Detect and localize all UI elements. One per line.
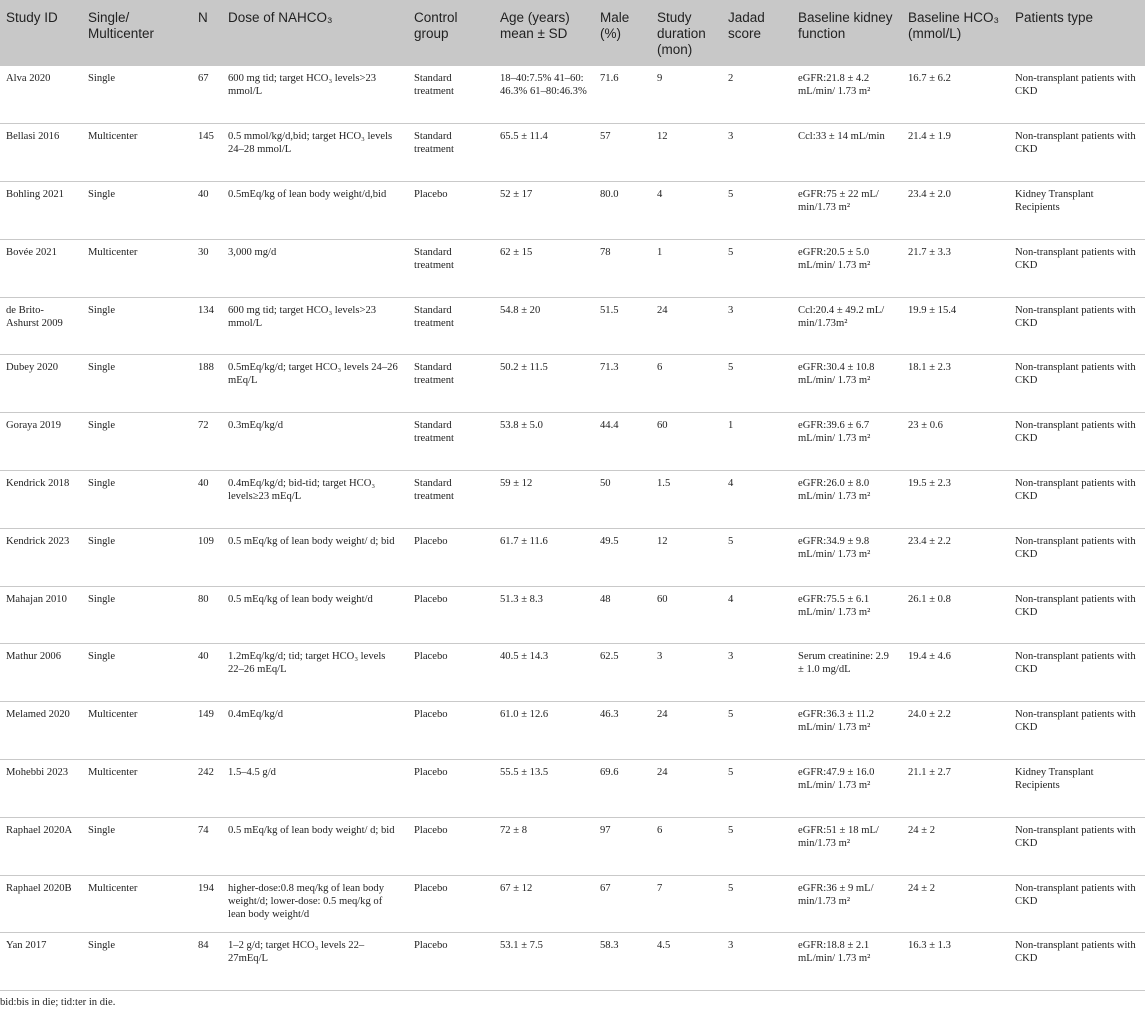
study-id-cell: Alva 2020 — [0, 66, 82, 124]
duration-cell: 6 — [651, 817, 722, 875]
duration-cell: 9 — [651, 66, 722, 124]
dose-cell: 1.5–4.5 g/d — [222, 760, 408, 818]
study-id-cell: Mathur 2006 — [0, 644, 82, 702]
study-id-cell: de Brito-Ashurst 2009 — [0, 297, 82, 355]
n-cell: 145 — [192, 124, 222, 182]
kidney-function-cell: eGFR:34.9 ± 9.8 mL/min/ 1.73 m² — [792, 528, 902, 586]
study-id-cell: Goraya 2019 — [0, 413, 82, 471]
kidney-function-cell: Ccl:33 ± 14 mL/min — [792, 124, 902, 182]
duration-cell: 1 — [651, 239, 722, 297]
n-cell: 109 — [192, 528, 222, 586]
center-type-cell: Single — [82, 528, 192, 586]
kidney-function-cell: eGFR:47.9 ± 16.0 mL/min/ 1.73 m² — [792, 760, 902, 818]
age-cell: 54.8 ± 20 — [494, 297, 594, 355]
table-row — [0, 760, 1145, 818]
hco3-cell: 16.3 ± 1.3 — [902, 933, 1009, 991]
jadad-cell: 5 — [722, 702, 792, 760]
table-row — [0, 355, 1145, 413]
control-group-cell: Standard treatment — [408, 471, 494, 529]
male-cell: 97 — [594, 817, 651, 875]
male-cell: 46.3 — [594, 702, 651, 760]
jadad-cell: 3 — [722, 644, 792, 702]
hco3-cell: 19.4 ± 4.6 — [902, 644, 1009, 702]
table-row — [0, 124, 1145, 182]
table-row — [0, 702, 1145, 760]
male-cell: 50 — [594, 471, 651, 529]
table-row — [0, 817, 1145, 875]
age-cell: 53.1 ± 7.5 — [494, 933, 594, 991]
duration-cell: 60 — [651, 413, 722, 471]
study-id-cell: Bovée 2021 — [0, 239, 82, 297]
hco3-cell: 26.1 ± 0.8 — [902, 586, 1009, 644]
duration-cell: 12 — [651, 124, 722, 182]
kidney-function-cell: eGFR:18.8 ± 2.1 mL/min/ 1.73 m² — [792, 933, 902, 991]
duration-cell: 24 — [651, 760, 722, 818]
center-type-cell: Multicenter — [82, 760, 192, 818]
dose-cell: 1–2 g/d; target HCO₃ levels 22–27mEq/L — [222, 933, 408, 991]
n-cell: 134 — [192, 297, 222, 355]
patients-type-cell: Kidney Transplant Recipients — [1009, 182, 1145, 240]
study-id-cell: Dubey 2020 — [0, 355, 82, 413]
column-header-hco3: Baseline HCO₃ (mmol/L) — [902, 0, 1009, 66]
dose-cell: 600 mg tid; target HCO₃ levels>23 mmol/L — [222, 297, 408, 355]
duration-cell: 12 — [651, 528, 722, 586]
dose-cell: 0.5mEq/kg/d; target HCO₃ levels 24–26 mEq/L — [222, 355, 408, 413]
age-cell: 52 ± 17 — [494, 182, 594, 240]
center-type-cell: Multicenter — [82, 124, 192, 182]
age-cell: 40.5 ± 14.3 — [494, 644, 594, 702]
jadad-cell: 1 — [722, 413, 792, 471]
center-type-cell: Single — [82, 471, 192, 529]
male-cell: 44.4 — [594, 413, 651, 471]
dose-cell: 1.2mEq/kg/d; tid; target HCO₃ levels 22–26 mEq/L — [222, 644, 408, 702]
table-row — [0, 471, 1145, 529]
n-cell: 40 — [192, 644, 222, 702]
hco3-cell: 24 ± 2 — [902, 875, 1009, 933]
dose-cell: 0.5 mmol/kg/d,bid; target HCO₃ levels 24–28 mmol/L — [222, 124, 408, 182]
kidney-function-cell: eGFR:36 ± 9 mL/ min/1.73 m² — [792, 875, 902, 933]
jadad-cell: 5 — [722, 760, 792, 818]
male-cell: 62.5 — [594, 644, 651, 702]
jadad-cell: 3 — [722, 933, 792, 991]
patients-type-cell: Non-transplant patients with CKD — [1009, 702, 1145, 760]
center-type-cell: Single — [82, 413, 192, 471]
patients-type-cell: Non-transplant patients with CKD — [1009, 355, 1145, 413]
n-cell: 40 — [192, 471, 222, 529]
age-cell: 65.5 ± 11.4 — [494, 124, 594, 182]
n-cell: 40 — [192, 182, 222, 240]
table-row — [0, 297, 1145, 355]
center-type-cell: Single — [82, 182, 192, 240]
study-id-cell: Kendrick 2018 — [0, 471, 82, 529]
age-cell: 59 ± 12 — [494, 471, 594, 529]
column-header-kidney-function: Baseline kidney function — [792, 0, 902, 66]
control-group-cell: Placebo — [408, 644, 494, 702]
kidney-function-cell: eGFR:75.5 ± 6.1 mL/min/ 1.73 m² — [792, 586, 902, 644]
study-id-cell: Mahajan 2010 — [0, 586, 82, 644]
dose-cell: higher-dose:0.8 meq/kg of lean body weight/d; lower-dose: 0.5 meq/kg of lean body weight/d — [222, 875, 408, 933]
jadad-cell: 3 — [722, 124, 792, 182]
control-group-cell: Placebo — [408, 702, 494, 760]
jadad-cell: 5 — [722, 817, 792, 875]
hco3-cell: 19.5 ± 2.3 — [902, 471, 1009, 529]
hco3-cell: 18.1 ± 2.3 — [902, 355, 1009, 413]
control-group-cell: Standard treatment — [408, 124, 494, 182]
control-group-cell: Placebo — [408, 760, 494, 818]
center-type-cell: Single — [82, 297, 192, 355]
duration-cell: 4.5 — [651, 933, 722, 991]
center-type-cell: Multicenter — [82, 702, 192, 760]
patients-type-cell: Non-transplant patients with CKD — [1009, 124, 1145, 182]
age-cell: 51.3 ± 8.3 — [494, 586, 594, 644]
n-cell: 188 — [192, 355, 222, 413]
column-header-age: Age (years) mean ± SD — [494, 0, 594, 66]
male-cell: 71.6 — [594, 66, 651, 124]
age-cell: 55.5 ± 13.5 — [494, 760, 594, 818]
column-header-male: Male (%) — [594, 0, 651, 66]
hco3-cell: 21.7 ± 3.3 — [902, 239, 1009, 297]
column-header-control-group: Control group — [408, 0, 494, 66]
patients-type-cell: Non-transplant patients with CKD — [1009, 817, 1145, 875]
male-cell: 71.3 — [594, 355, 651, 413]
kidney-function-cell: eGFR:21.8 ± 4.2 mL/min/ 1.73 m² — [792, 66, 902, 124]
kidney-function-cell: eGFR:30.4 ± 10.8 mL/min/ 1.73 m² — [792, 355, 902, 413]
kidney-function-cell: eGFR:36.3 ± 11.2 mL/min/ 1.73 m² — [792, 702, 902, 760]
jadad-cell: 5 — [722, 528, 792, 586]
hco3-cell: 21.1 ± 2.7 — [902, 760, 1009, 818]
male-cell: 67 — [594, 875, 651, 933]
study-id-cell: Kendrick 2023 — [0, 528, 82, 586]
center-type-cell: Single — [82, 355, 192, 413]
center-type-cell: Multicenter — [82, 875, 192, 933]
male-cell: 49.5 — [594, 528, 651, 586]
column-header-jadad: Jadad score — [722, 0, 792, 66]
dose-cell: 0.5mEq/kg of lean body weight/d,bid — [222, 182, 408, 240]
hco3-cell: 21.4 ± 1.9 — [902, 124, 1009, 182]
study-id-cell: Yan 2017 — [0, 933, 82, 991]
age-cell: 61.7 ± 11.6 — [494, 528, 594, 586]
duration-cell: 3 — [651, 644, 722, 702]
dose-cell: 600 mg tid; target HCO₃ levels>23 mmol/L — [222, 66, 408, 124]
table-row — [0, 875, 1145, 933]
kidney-function-cell: Ccl:20.4 ± 49.2 mL/ min/1.73m² — [792, 297, 902, 355]
age-cell: 67 ± 12 — [494, 875, 594, 933]
table-body — [0, 66, 1145, 991]
jadad-cell: 5 — [722, 239, 792, 297]
jadad-cell: 5 — [722, 875, 792, 933]
male-cell: 58.3 — [594, 933, 651, 991]
patients-type-cell: Non-transplant patients with CKD — [1009, 66, 1145, 124]
control-group-cell: Placebo — [408, 875, 494, 933]
patients-type-cell: Non-transplant patients with CKD — [1009, 413, 1145, 471]
n-cell: 242 — [192, 760, 222, 818]
age-cell: 18–40:7.5% 41–60: 46.3% 61–80:46.3% — [494, 66, 594, 124]
dose-cell: 0.5 mEq/kg of lean body weight/ d; bid — [222, 817, 408, 875]
jadad-cell: 5 — [722, 355, 792, 413]
dose-cell: 3,000 mg/d — [222, 239, 408, 297]
dose-cell: 0.5 mEq/kg of lean body weight/ d; bid — [222, 528, 408, 586]
age-cell: 62 ± 15 — [494, 239, 594, 297]
jadad-cell: 4 — [722, 586, 792, 644]
kidney-function-cell: eGFR:26.0 ± 8.0 mL/min/ 1.73 m² — [792, 471, 902, 529]
duration-cell: 24 — [651, 702, 722, 760]
patients-type-cell: Non-transplant patients with CKD — [1009, 297, 1145, 355]
n-cell: 30 — [192, 239, 222, 297]
male-cell: 57 — [594, 124, 651, 182]
age-cell: 61.0 ± 12.6 — [494, 702, 594, 760]
patients-type-cell: Non-transplant patients with CKD — [1009, 644, 1145, 702]
male-cell: 51.5 — [594, 297, 651, 355]
table-footnote: bid:bis in die; tid:ter in die. — [0, 997, 116, 1009]
table-row — [0, 933, 1145, 991]
study-id-cell: Mohebbi 2023 — [0, 760, 82, 818]
male-cell: 69.6 — [594, 760, 651, 818]
kidney-function-cell: eGFR:20.5 ± 5.0 mL/min/ 1.73 m² — [792, 239, 902, 297]
age-cell: 72 ± 8 — [494, 817, 594, 875]
patients-type-cell: Non-transplant patients with CKD — [1009, 528, 1145, 586]
kidney-function-cell: Serum creatinine: 2.9 ± 1.0 mg/dL — [792, 644, 902, 702]
jadad-cell: 3 — [722, 297, 792, 355]
hco3-cell: 23.4 ± 2.0 — [902, 182, 1009, 240]
table-row — [0, 586, 1145, 644]
n-cell: 67 — [192, 66, 222, 124]
male-cell: 78 — [594, 239, 651, 297]
male-cell: 48 — [594, 586, 651, 644]
duration-cell: 6 — [651, 355, 722, 413]
study-id-cell: Bellasi 2016 — [0, 124, 82, 182]
duration-cell: 1.5 — [651, 471, 722, 529]
n-cell: 84 — [192, 933, 222, 991]
patients-type-cell: Non-transplant patients with CKD — [1009, 586, 1145, 644]
column-header-duration: Study duration (mon) — [651, 0, 722, 66]
jadad-cell: 2 — [722, 66, 792, 124]
study-id-cell: Raphael 2020A — [0, 817, 82, 875]
control-group-cell: Placebo — [408, 528, 494, 586]
dose-cell: 0.5 mEq/kg of lean body weight/d — [222, 586, 408, 644]
patients-type-cell: Kidney Transplant Recipients — [1009, 760, 1145, 818]
jadad-cell: 5 — [722, 182, 792, 240]
patients-type-cell: Non-transplant patients with CKD — [1009, 471, 1145, 529]
column-header-patients-type: Patients type — [1009, 0, 1145, 66]
control-group-cell: Standard treatment — [408, 355, 494, 413]
control-group-cell: Placebo — [408, 817, 494, 875]
duration-cell: 7 — [651, 875, 722, 933]
control-group-cell: Placebo — [408, 933, 494, 991]
n-cell: 194 — [192, 875, 222, 933]
hco3-cell: 23 ± 0.6 — [902, 413, 1009, 471]
kidney-function-cell: eGFR:51 ± 18 mL/ min/1.73 m² — [792, 817, 902, 875]
dose-cell: 0.4mEq/kg/d — [222, 702, 408, 760]
hco3-cell: 23.4 ± 2.2 — [902, 528, 1009, 586]
male-cell: 80.0 — [594, 182, 651, 240]
control-group-cell: Placebo — [408, 586, 494, 644]
study-id-cell: Raphael 2020B — [0, 875, 82, 933]
kidney-function-cell: eGFR:75 ± 22 mL/ min/1.73 m² — [792, 182, 902, 240]
age-cell: 50.2 ± 11.5 — [494, 355, 594, 413]
table-row — [0, 528, 1145, 586]
center-type-cell: Single — [82, 817, 192, 875]
table-row — [0, 644, 1145, 702]
patients-type-cell: Non-transplant patients with CKD — [1009, 875, 1145, 933]
table-row — [0, 66, 1145, 124]
table-row — [0, 182, 1145, 240]
table-row — [0, 239, 1145, 297]
center-type-cell: Single — [82, 933, 192, 991]
hco3-cell: 19.9 ± 15.4 — [902, 297, 1009, 355]
hco3-cell: 24 ± 2 — [902, 817, 1009, 875]
patients-type-cell: Non-transplant patients with CKD — [1009, 933, 1145, 991]
duration-cell: 60 — [651, 586, 722, 644]
duration-cell: 4 — [651, 182, 722, 240]
column-header-dose: Dose of NAHCO₃ — [222, 0, 408, 66]
study-id-cell: Bohling 2021 — [0, 182, 82, 240]
duration-cell: 24 — [651, 297, 722, 355]
age-cell: 53.8 ± 5.0 — [494, 413, 594, 471]
center-type-cell: Single — [82, 66, 192, 124]
table-row — [0, 413, 1145, 471]
dose-cell: 0.4mEq/kg/d; bid-tid; target HCO₃ levels≥23 mEq/L — [222, 471, 408, 529]
control-group-cell: Standard treatment — [408, 239, 494, 297]
control-group-cell: Standard treatment — [408, 297, 494, 355]
control-group-cell: Standard treatment — [408, 413, 494, 471]
n-cell: 74 — [192, 817, 222, 875]
column-header-center-type: Single/ Multicenter — [82, 0, 192, 66]
control-group-cell: Placebo — [408, 182, 494, 240]
hco3-cell: 24.0 ± 2.2 — [902, 702, 1009, 760]
study-id-cell: Melamed 2020 — [0, 702, 82, 760]
dose-cell: 0.3mEq/kg/d — [222, 413, 408, 471]
center-type-cell: Multicenter — [82, 239, 192, 297]
center-type-cell: Single — [82, 644, 192, 702]
n-cell: 72 — [192, 413, 222, 471]
column-header-study-id: Study ID — [0, 0, 82, 66]
patients-type-cell: Non-transplant patients with CKD — [1009, 239, 1145, 297]
n-cell: 149 — [192, 702, 222, 760]
kidney-function-cell: eGFR:39.6 ± 6.7 mL/min/ 1.73 m² — [792, 413, 902, 471]
control-group-cell: Standard treatment — [408, 66, 494, 124]
hco3-cell: 16.7 ± 6.2 — [902, 66, 1009, 124]
n-cell: 80 — [192, 586, 222, 644]
center-type-cell: Single — [82, 586, 192, 644]
column-header-n: N — [192, 0, 222, 66]
header-row — [0, 0, 1145, 66]
jadad-cell: 4 — [722, 471, 792, 529]
